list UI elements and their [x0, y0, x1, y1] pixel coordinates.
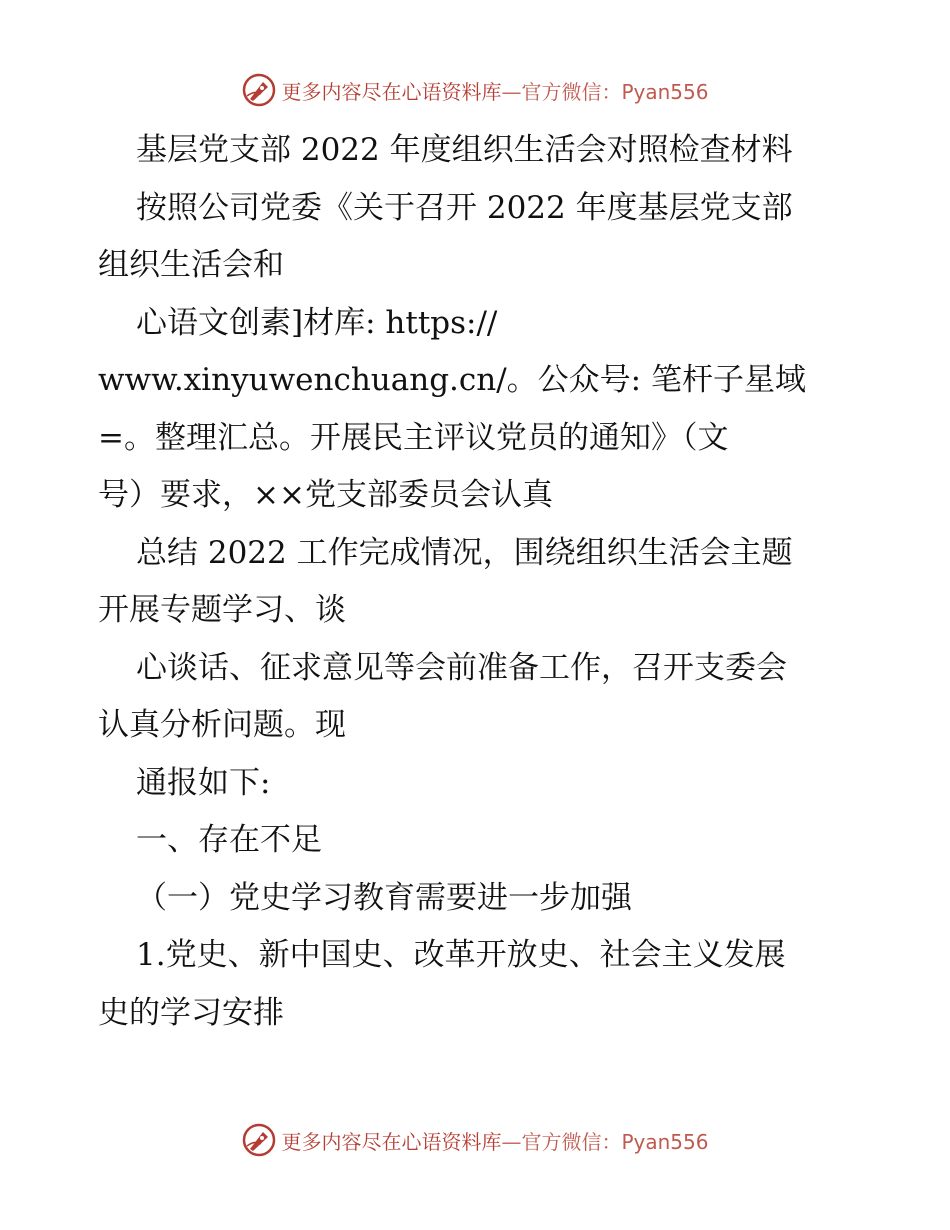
- paragraph-line: 组织生活会和: [98, 247, 284, 283]
- paragraph-line: 认真分析问题。现: [98, 707, 346, 743]
- paragraph-line: 开展专题学习、谈: [98, 592, 346, 628]
- paragraph-line: 通报如下:: [136, 764, 271, 801]
- banner-wechat: 官方微信：Pyan556: [521, 1129, 709, 1154]
- list-item: 史的学习安排: [98, 994, 284, 1031]
- paragraph-line: 心语文创素]材库: https://: [136, 304, 498, 341]
- paragraph-line: www.xinyuwenchuang.cn/。公众号: 笔杆子星域: [98, 362, 806, 398]
- paragraph-line: =。整理汇总。开展民主评议党员的通知》（文: [98, 419, 729, 456]
- paragraph-line: 按照公司党委《关于召开 2022 年度基层党支部: [136, 189, 793, 226]
- pen-nib-logo-icon: [241, 72, 277, 108]
- pen-nib-logo-icon: [241, 1122, 277, 1158]
- subsection-heading: （一）党史学习教育需要进一步加强: [136, 879, 632, 916]
- document-title: 基层党支部 2022 年度组织生活会对照检查材料: [136, 132, 793, 168]
- banner-dash: —: [501, 79, 522, 104]
- banner-wechat: 官方微信：Pyan556: [521, 79, 709, 104]
- paragraph-line: 心谈话、征求意见等会前准备工作，召开支委会: [136, 649, 787, 686]
- banner-site-name: 更多内容尽在心语资料库: [281, 79, 502, 104]
- paragraph-line: 号）要求，××党支部委员会认真: [98, 477, 553, 513]
- document-body: [98, 122, 858, 1042]
- paragraph-line: 总结 2022 工作完成情况，围绕组织生活会主题: [136, 534, 793, 571]
- section-heading: 一、存在不足: [136, 822, 322, 858]
- banner-text: [281, 1126, 708, 1155]
- banner-text: [281, 76, 708, 105]
- footer-banner: [0, 1120, 950, 1160]
- banner-dash: —: [501, 1129, 522, 1154]
- header-banner: [0, 70, 950, 110]
- banner-site-name: 更多内容尽在心语资料库: [281, 1129, 502, 1154]
- list-item: 1.党史、新中国史、改革开放史、社会主义发展: [136, 937, 786, 973]
